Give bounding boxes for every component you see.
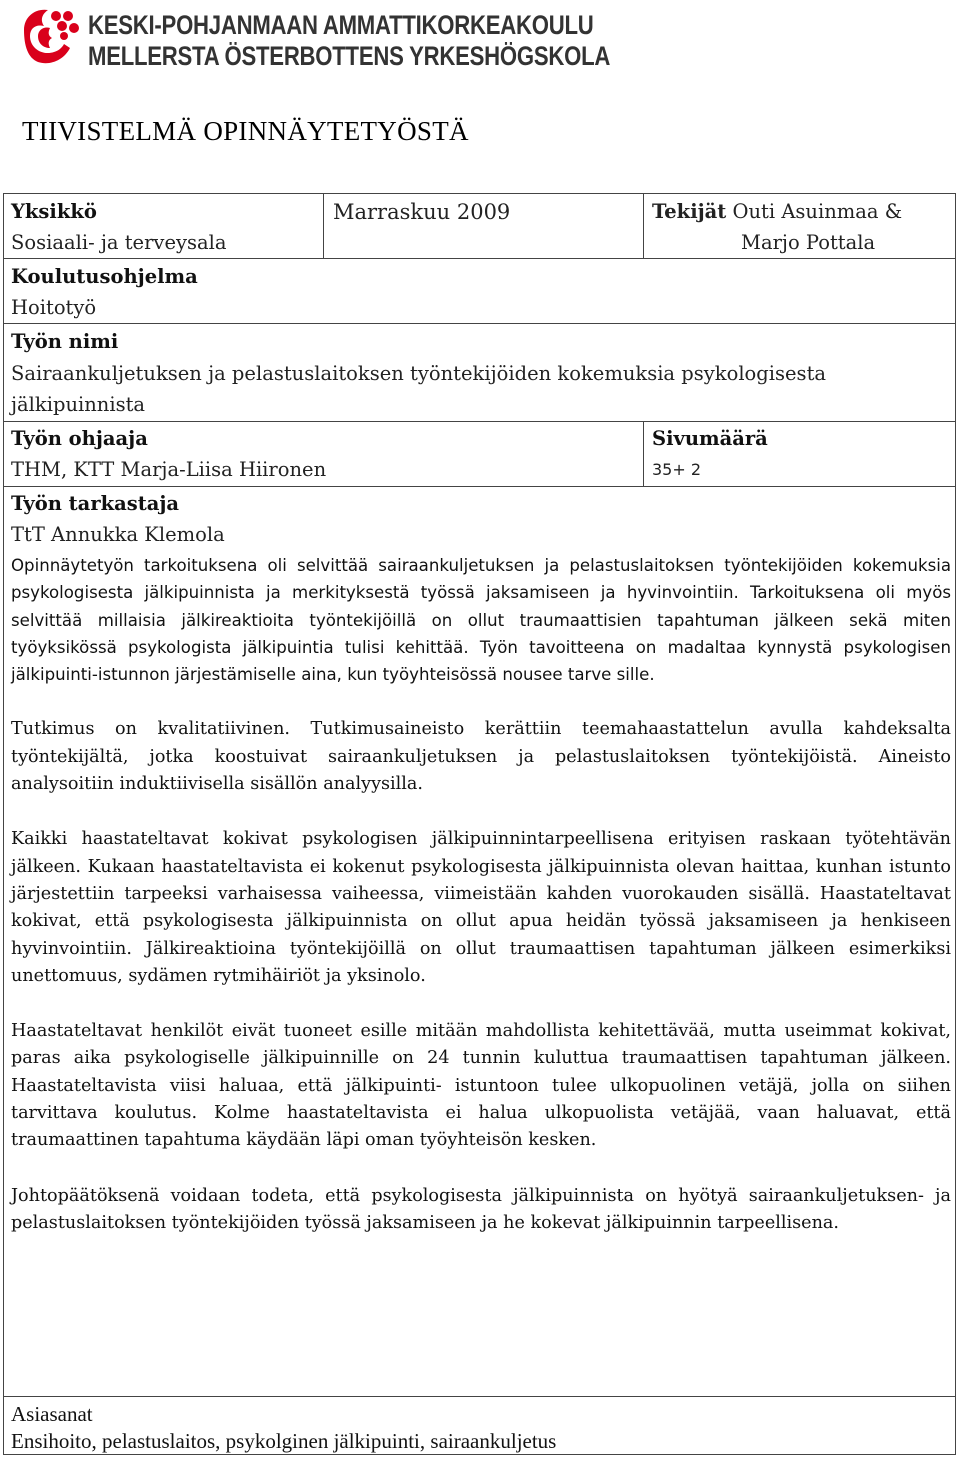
abstract-paragraph: Tutkimus on kvalitatiivinen. Tutkimusaineisto kerättiin teemahaastattelun avulla kahdeksalta työntekijältä, jotka koostuivat sairaankuljetuksen ja pelastuslaitoksen työntekijöistä. Aineisto analysoitiin induktiivisella sisällön analyysilla. — [11, 719, 951, 795]
divider — [323, 193, 324, 258]
supervisor-label: Työn ohjaaja — [11, 427, 148, 450]
institution-name-finnish: KESKI-POHJANMAAN AMMATTIKORKEAKOULU — [88, 10, 594, 40]
divider — [3, 1396, 956, 1397]
divider — [3, 323, 956, 324]
keywords-label: Asiasanat — [11, 1402, 93, 1426]
abstract-body — [11, 552, 951, 1265]
abstract-paragraph: Haastateltavat henkilöt eivät tuoneet esille mitään mahdollista kehitettävää, mutta useimmat kokivat, paras aika psykologiselle jälkipuinnille on 24 tunnin kuluttua traumaattisen tapahtuman jälkeen. Haastateltavista viisi haluaa, että jälkipuinti- istuntoon tulee ulkopuolinen vetäjä, jolla on siihen tarvittava koulutus. Kolme haastateltavista ei halua ulkopuolista vetäjää, vaan haluavat, että traumaattinen tapahtuma käydään läpi oman työyhteisön kesken. — [11, 1021, 951, 1151]
programme-label: Koulutusohjelma — [11, 265, 198, 288]
document-title: TIIVISTELMÄ OPINNÄYTETYÖSTÄ — [22, 116, 469, 146]
programme-value: Hoitotyö — [11, 296, 97, 319]
unit-label: Yksikkö — [11, 200, 97, 223]
divider — [3, 486, 956, 487]
university-logo-icon — [18, 4, 82, 68]
authors-label: Tekijät — [652, 200, 727, 223]
divider — [643, 193, 644, 258]
divider — [3, 421, 956, 422]
work-title-line1: Sairaankuljetuksen ja pelastuslaitoksen työntekijöiden kokemuksia psykologisesta — [11, 362, 827, 385]
pages-label: Sivumäärä — [652, 427, 768, 450]
institution-name — [88, 10, 610, 72]
abstract-paragraph: Johtopäätöksenä voidaan todeta, että psykologisesta jälkipuinnista on hyötyä sairaankuljetuksen- ja pelastuslaitoksen työntekijöiden työssä jaksamiseen ja he kokevat jälkipuinnin tarpeellisena. — [11, 1185, 951, 1233]
examiner-label: Työn tarkastaja — [11, 492, 180, 515]
abstract-paragraph: Opinnäytetyön tarkoituksena oli selvittää sairaankuljetuksen ja pelastuslaitoksen työntekijöiden kokemuksia psykologisesta jälkipuinnista ja merkityksestä työssä jaksamiseen ja hyvinvointiin. Tarkoituksena oli myös selvittää millaisia jälkireaktioita työntekijöillä on ollut traumaattisien tapahtuman jälkeen sekä miten työyksikössä psykologista jälkipuintia tulisi kehittää. Työn tavoitteena on madaltaa kynnystä psykologisen jälkipuinti-istunnon järjestämiselle aina, kun työyhteisössä nousee tarve sille. — [11, 556, 951, 685]
authors — [652, 196, 902, 228]
pages-value: 35+ 2 — [652, 460, 702, 479]
divider — [643, 421, 644, 486]
work-title-label: Työn nimi — [11, 330, 119, 353]
institution-name-swedish: MELLERSTA ÖSTERBOTTENS YRKESHÖGSKOLA — [88, 41, 611, 71]
unit-value: Sosiaali- ja terveysala — [11, 231, 227, 254]
examiner-value: TtT Annukka Klemola — [11, 523, 225, 546]
supervisor-value: THM, KTT Marja-Liisa Hiironen — [11, 458, 327, 481]
authors-line1: Outi Asuinmaa & — [732, 200, 903, 223]
institution-logo — [18, 4, 618, 70]
work-title-line2: jälkipuinnista — [11, 393, 146, 416]
keywords-value: Ensihoito, pelastuslaitos, psykolginen jälkipuinti, sairaankuljetus — [11, 1429, 557, 1453]
authors-line2: Marjo Pottala — [741, 231, 876, 254]
abstract-paragraph: Kaikki haastateltavat kokivat psykologisen jälkipuinnintarpeellisena erityisen raskaan työtehtävän jälkeen. Kukaan haastateltavista ei kokenut psykologisesta jälkipuinnista olevan haittaa, kunhan istunto järjestettiin tarpeeksi varhaisessa vaiheessa, viimeistään kahden vuorokauden sisällä. Haastateltavat kokivat, että psykologisesta jälkipuinnista on ollut apua heidän työssä jaksamiseen ja henkiseen hyvinvointiin. Jälkireaktioina työntekijöillä on ollut traumaattisen tapahtuman jälkeen esimerkiksi unettomuus, sydämen rytmihäiriöt ja yksinolo. — [11, 829, 951, 986]
date-value: Marraskuu 2009 — [333, 200, 511, 224]
